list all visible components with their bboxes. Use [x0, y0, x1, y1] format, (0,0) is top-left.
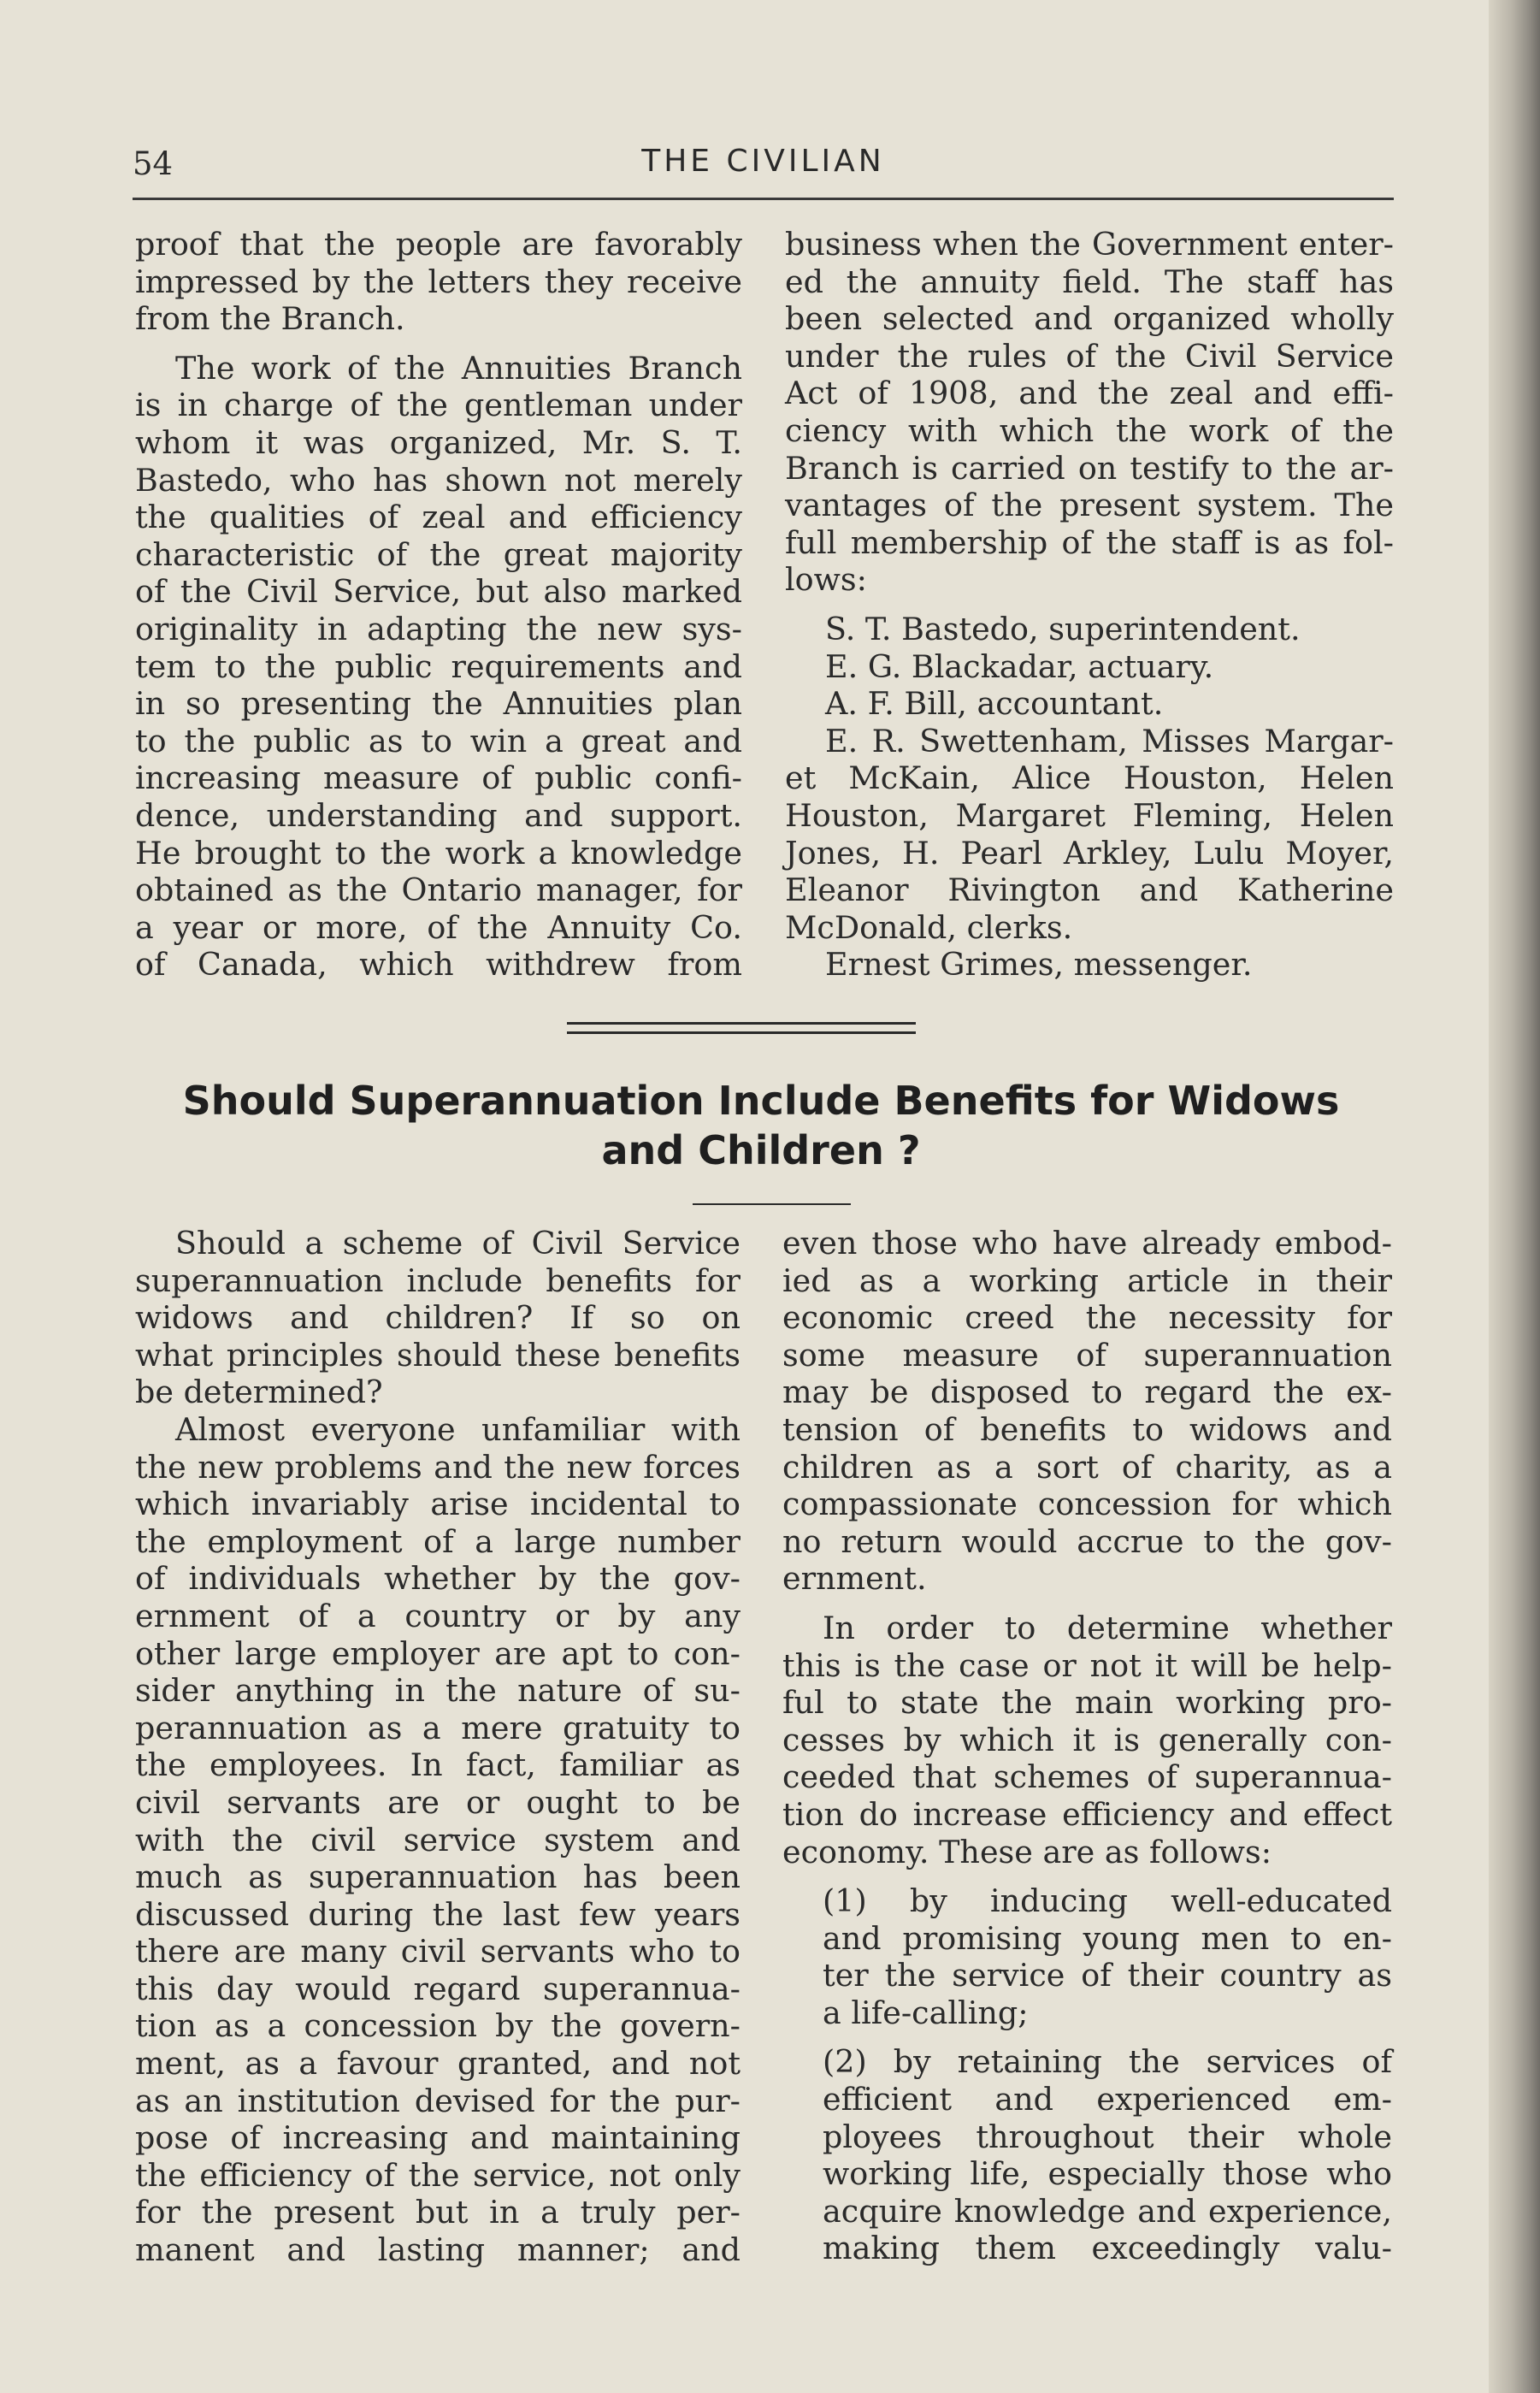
text-line: ful to state the main working pro- — [782, 1684, 1392, 1722]
text-line: efficient and experienced em- — [823, 2081, 1392, 2118]
text-line: be determined? — [135, 1374, 383, 1411]
text-line: the employees. In fact, familiar as — [135, 1746, 740, 1784]
text-line: for the present but in a truly per- — [135, 2194, 740, 2231]
text-line: compassionate concession for which — [782, 1486, 1392, 1523]
text-line: sider anything in the nature of su- — [135, 1672, 740, 1710]
text-line: acquire knowledge and experience, — [823, 2192, 1392, 2230]
running-title: THE CIVILIAN — [641, 144, 885, 179]
staff-line: S. T. Bastedo, superintendent. — [825, 610, 1301, 647]
text-line: Should a scheme of Civil Service — [175, 1225, 740, 1261]
text-line: tion do increase efficiency and effect — [782, 1795, 1392, 1833]
text-line: The work of the Annuities Branch — [175, 349, 742, 387]
page-binding-shadow — [1489, 0, 1540, 2393]
text-line: under the rules of the Civil Service — [785, 337, 1394, 375]
text-line: some measure of superannuation — [782, 1336, 1392, 1374]
text-line: tion as a concession by the govern- — [135, 2007, 740, 2045]
text-line: of the Civil Service, but also marked — [135, 573, 742, 611]
text-line: what principles should these benefits — [135, 1336, 740, 1374]
text-line: full membership of the staff is as fol- — [785, 523, 1394, 561]
text-line: civil servants are or ought to be — [135, 1783, 740, 1821]
text-line: widows and children? If so on — [135, 1299, 740, 1337]
text-line: may be disposed to regard the ex- — [782, 1374, 1392, 1411]
text-line: pose of increasing and maintaining — [135, 2119, 740, 2157]
text-line: there are many civil servants who to — [135, 1933, 740, 1971]
text-line: making them exceedingly valu- — [823, 2230, 1392, 2267]
text-line: originality in adapting the new sys- — [135, 610, 742, 647]
page-header — [133, 144, 1394, 195]
list-item: (2) by retaining the services of — [823, 2043, 1392, 2081]
text-line: ed the annuity field. The staff has — [785, 263, 1394, 300]
text-line: In order to determine whether — [823, 1609, 1392, 1646]
text-line: cesses by which it is generally con- — [782, 1721, 1392, 1758]
upper-left-column — [135, 226, 742, 984]
article-right-column — [782, 1225, 1392, 2267]
text-line: Act of 1908, and the zeal and effi- — [785, 375, 1394, 412]
text-line: et McKain, Alice Houston, Helen — [785, 759, 1394, 797]
page-number: 54 — [133, 145, 174, 182]
text-line: whom it was organized, Mr. S. T. — [135, 423, 742, 461]
text-line: a year or more, of the Annuity Co. — [135, 908, 742, 946]
text-line: the new problems and the new forces — [135, 1448, 740, 1486]
staff-line: E. G. Blackadar, actuary. — [825, 647, 1214, 685]
upper-right-column — [785, 226, 1394, 984]
text-line: of Canada, which withdrew from — [135, 946, 742, 984]
text-line: He brought to the work a knowledge — [135, 834, 742, 872]
text-line: Almost everyone unfamiliar with — [175, 1410, 740, 1448]
section-divider — [567, 1022, 916, 1034]
staff-line: Ernest Grimes, messenger. — [825, 946, 1253, 984]
text-line: with the civil service system and — [135, 1821, 740, 1858]
text-line: discussed during the last few years — [135, 1895, 740, 1933]
text-line: Branch is carried on testify to the ar- — [785, 449, 1394, 487]
text-line: economy. These are as follows: — [782, 1833, 1272, 1870]
text-line: no return would accrue to the gov- — [782, 1522, 1392, 1560]
text-line: the qualities of zeal and efficiency — [135, 499, 742, 536]
text-line: children as a sort of charity, as a — [782, 1448, 1392, 1486]
text-line: ter the service of their country as — [823, 1957, 1392, 1994]
text-line: tem to the public requirements and — [135, 647, 742, 685]
text-line: ployees throughout their whole — [823, 2118, 1392, 2155]
article-left-column — [135, 1225, 740, 2269]
text-line: from the Branch. — [135, 300, 405, 338]
text-line: the efficiency of the service, not only — [135, 2156, 740, 2194]
text-line: ciency with which the work of the — [785, 411, 1394, 449]
title-rule — [693, 1203, 851, 1205]
text-line: ceeded that schemes of superannua- — [782, 1758, 1392, 1796]
text-line: dence, understanding and support. — [135, 796, 742, 834]
text-line: ernment of a country or by any — [135, 1597, 740, 1634]
article-title-line: and Children ? — [601, 1127, 921, 1173]
text-line: Jones, H. Pearl Arkley, Lulu Moyer, — [785, 834, 1394, 872]
text-line: increasing measure of public confi- — [135, 759, 742, 797]
text-line: ernment. — [782, 1560, 927, 1598]
text-line: economic creed the necessity for — [782, 1299, 1392, 1337]
text-line: of individuals whether by the gov- — [135, 1560, 740, 1598]
header-rule — [133, 198, 1394, 200]
text-line: this day would regard superannua- — [135, 1970, 740, 2007]
staff-line: E. R. Swettenham, Misses Margar- — [825, 722, 1394, 759]
text-line: Houston, Margaret Fleming, Helen — [785, 796, 1394, 834]
text-line: Eleanor Rivington and Katherine — [785, 872, 1394, 909]
text-line: as an institution devised for the pur- — [135, 2082, 740, 2119]
article-title — [128, 1076, 1394, 1175]
text-line: impressed by the letters they receive — [135, 263, 742, 300]
text-line: McDonald, clerks. — [785, 908, 1073, 946]
text-line: perannuation as a mere gratuity to — [135, 1709, 740, 1746]
text-line: in so presenting the Annuities plan — [135, 685, 742, 723]
text-line: characteristic of the great majority — [135, 535, 742, 573]
list-item: (1) by inducing well-educated — [823, 1882, 1392, 1920]
text-line: ment, as a favour granted, and not — [135, 2045, 740, 2083]
text-line: a life-calling; — [823, 1994, 1029, 2031]
text-line: even those who have already embod- — [782, 1225, 1392, 1261]
text-line: business when the Government enter- — [785, 226, 1394, 263]
text-line: other large employer are apt to con- — [135, 1634, 740, 1672]
text-line: this is the case or not it will be help- — [782, 1646, 1392, 1684]
text-line: Bastedo, who has shown not merely — [135, 461, 742, 499]
text-line: is in charge of the gentleman under — [135, 387, 742, 424]
text-line: obtained as the Ontario manager, for — [135, 872, 742, 909]
article-title-line: Should Superannuation Include Benefits for Widows — [182, 1078, 1340, 1124]
staff-line: A. F. Bill, accountant. — [825, 685, 1164, 723]
text-line: to the public as to win a great and — [135, 722, 742, 759]
text-line: which invariably arise incidental to — [135, 1486, 740, 1523]
text-line: manent and lasting manner; and — [135, 2231, 740, 2269]
text-line: the employment of a large number — [135, 1522, 740, 1560]
text-line: ied as a working article in their — [782, 1261, 1392, 1299]
text-line: tension of benefits to widows and — [782, 1410, 1392, 1448]
text-line: lows: — [785, 561, 867, 599]
text-line: been selected and organized wholly — [785, 300, 1394, 338]
text-line: vantages of the present system. The — [785, 487, 1394, 524]
text-line: working life, especially those who — [823, 2155, 1392, 2193]
text-line: superannuation include benefits for — [135, 1261, 740, 1299]
text-line: and promising young men to en- — [823, 1919, 1392, 1957]
text-line: proof that the people are favorably — [135, 226, 742, 263]
text-line: much as superannuation has been — [135, 1858, 740, 1896]
